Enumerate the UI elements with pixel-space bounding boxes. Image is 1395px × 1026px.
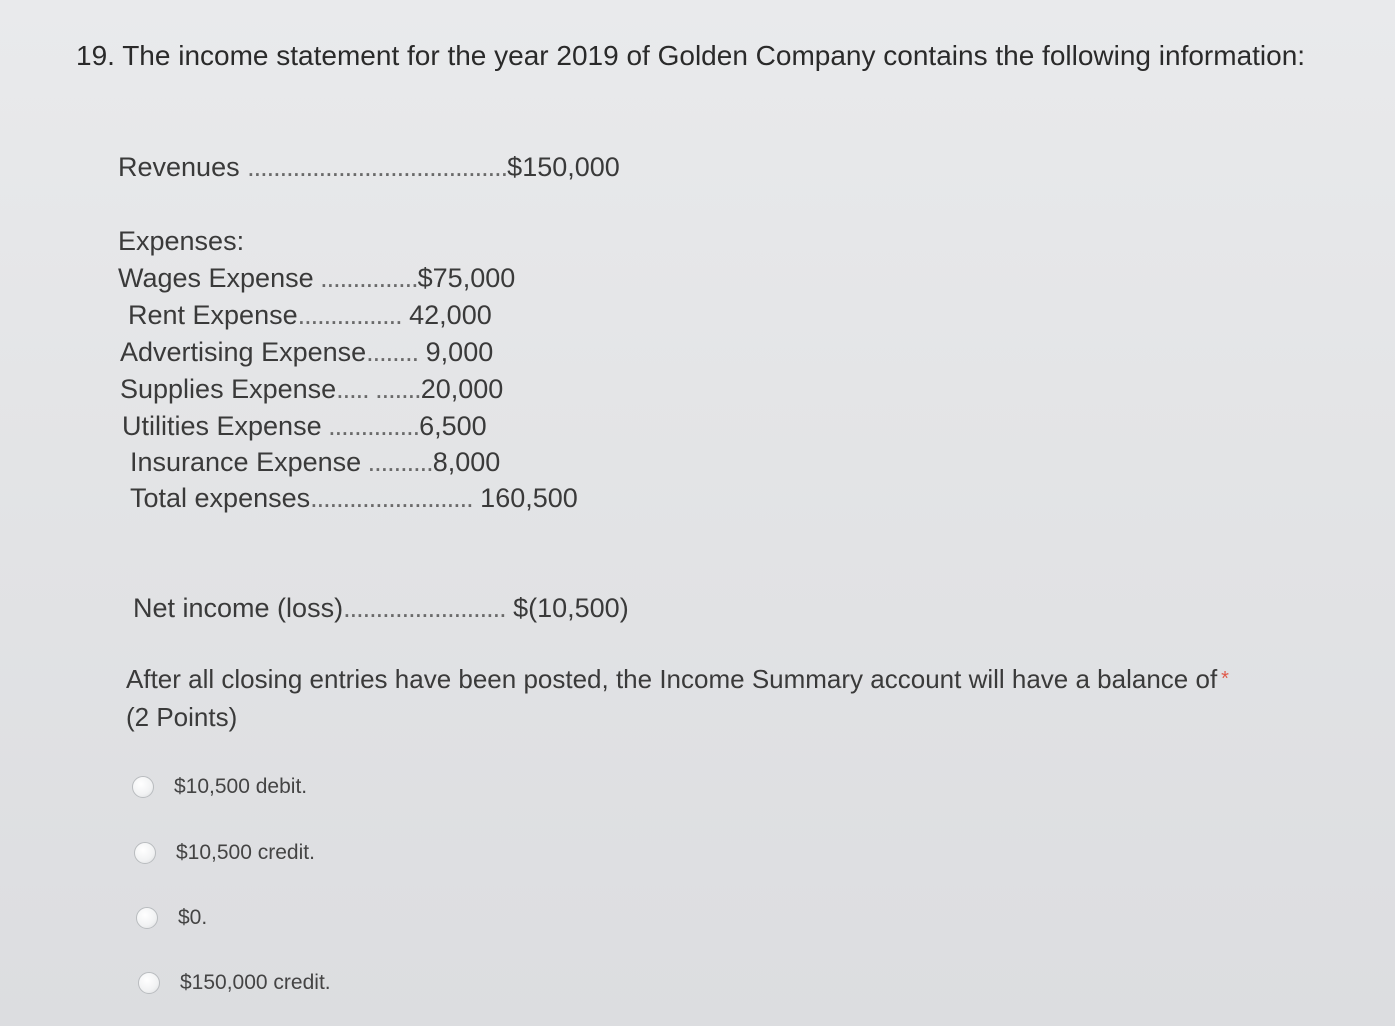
revenues-dots: ........................................: [247, 152, 508, 182]
revenues-line: [118, 152, 620, 183]
expense-dots: ..... .......: [336, 374, 421, 404]
expense-value: 8,000: [432, 447, 501, 477]
expense-line-insurance: [130, 447, 500, 478]
question-prompt: [126, 660, 1229, 736]
expense-line-wages: [118, 263, 515, 294]
expense-label: Insurance Expense: [130, 447, 362, 477]
expense-label: Supplies Expense: [120, 374, 337, 404]
net-income-dots: .........................: [343, 593, 506, 623]
expense-line-utilities: [122, 411, 487, 442]
expense-line-supplies: [120, 374, 503, 405]
points-label: (2 Points): [126, 702, 238, 732]
total-label: Total expenses: [130, 483, 311, 513]
option-label: $10,500 debit.: [174, 775, 308, 798]
expense-value: 20,000: [420, 374, 504, 404]
option-label: $10,500 credit.: [176, 841, 315, 864]
expense-value: 9,000: [418, 337, 494, 367]
radio-button[interactable]: [132, 776, 154, 798]
prompt-text: After all closing entries have been posted, the Income Summary account will have a balance of: [126, 664, 1218, 694]
required-star: *: [1221, 668, 1229, 690]
total-expenses-line: [130, 483, 578, 514]
option-150000-credit[interactable]: [138, 971, 331, 995]
total-value: 160,500: [472, 483, 578, 513]
radio-button[interactable]: [134, 842, 156, 864]
revenues-label: Revenues: [118, 152, 240, 182]
expense-dots: ..........: [361, 447, 433, 477]
radio-button[interactable]: [136, 907, 158, 929]
expense-dots: ................: [297, 300, 402, 330]
expense-dots: ...............: [313, 263, 418, 293]
option-label: $150,000 credit.: [180, 971, 331, 994]
expense-label: Advertising Expense: [120, 337, 367, 367]
option-label: $0.: [178, 906, 208, 929]
expense-value: 6,500: [419, 411, 487, 441]
option-zero[interactable]: [136, 906, 207, 930]
expense-label: Wages Expense: [118, 263, 314, 293]
total-dots: .........................: [310, 483, 473, 513]
option-10500-debit[interactable]: [132, 775, 307, 799]
expense-dots: ........: [366, 337, 419, 367]
question-title: 19. The income statement for the year 2019 of Golden Company contains the following information:: [76, 40, 1306, 71]
net-income-value: $(10,500): [505, 593, 629, 623]
radio-button[interactable]: [138, 972, 160, 994]
expense-label: Utilities Expense: [122, 411, 322, 441]
expense-line-advertising: [120, 337, 493, 368]
option-10500-credit[interactable]: [134, 841, 315, 865]
expenses-header: Expenses:: [118, 226, 245, 256]
expense-dots: ..............: [321, 411, 420, 441]
net-income-label: Net income (loss): [133, 593, 344, 623]
expense-value: $75,000: [417, 263, 516, 293]
revenues-value: $150,000: [507, 152, 620, 182]
expense-line-rent: [128, 300, 492, 331]
net-income-line: [133, 593, 629, 624]
expense-value: 42,000: [401, 300, 492, 330]
expense-label: Rent Expense: [128, 300, 298, 330]
